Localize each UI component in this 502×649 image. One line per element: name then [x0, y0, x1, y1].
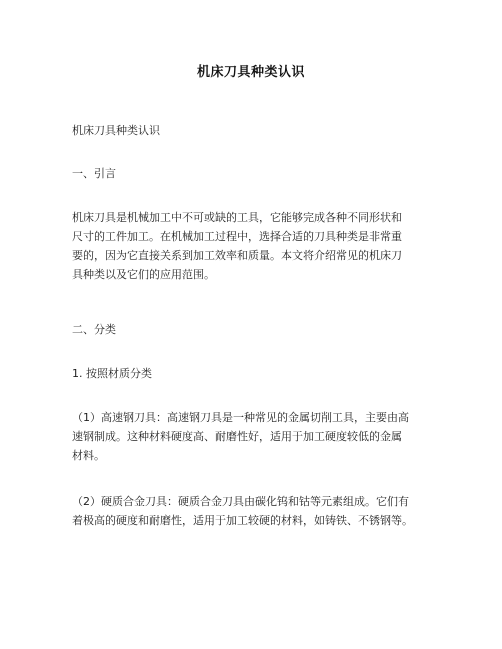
paragraph-line: （2）硬质合金刀具：硬质合金刀具由碳化钨和钴等元素组成。它们有 [72, 495, 409, 508]
paragraph-line: 速钢制成。这种材料硬度高、耐磨性好，适用于加工硬度较低的金属 [72, 430, 402, 443]
paragraph-cemented-carbide [72, 492, 442, 530]
paragraph-line: 着极高的硬度和耐磨性，适用于加工较硬的材料，如铸铁、不锈钢等。 [72, 514, 413, 527]
section-heading-introduction: 一、引言 [72, 167, 116, 180]
paragraph-high-speed-steel [72, 408, 442, 465]
paragraph-line: 要的，因为它直接关系到加工效率和质量。本文将介绍常见的机床刀 [72, 249, 402, 262]
subsection-heading-by-material: 1. 按照材质分类 [72, 367, 152, 380]
document-title: 机床刀具种类认识 [196, 65, 305, 80]
document-subtitle: 机床刀具种类认识 [72, 124, 160, 137]
paragraph-line: 机床刀具是机械加工中不可或缺的工具，它能够完成各种不同形状和 [72, 211, 402, 224]
section-heading-classification: 二、分类 [72, 323, 116, 336]
paragraph-line: 具种类以及它们的应用范围。 [72, 268, 215, 281]
introduction-paragraph [72, 208, 442, 284]
paragraph-line: 材料。 [72, 449, 105, 462]
paragraph-line: （1）高速钢刀具：高速钢刀具是一种常见的金属切削工具，主要由高 [72, 411, 409, 424]
paragraph-line: 尺寸的工件加工。在机械加工过程中，选择合适的刀具种类是非常重 [72, 230, 402, 243]
